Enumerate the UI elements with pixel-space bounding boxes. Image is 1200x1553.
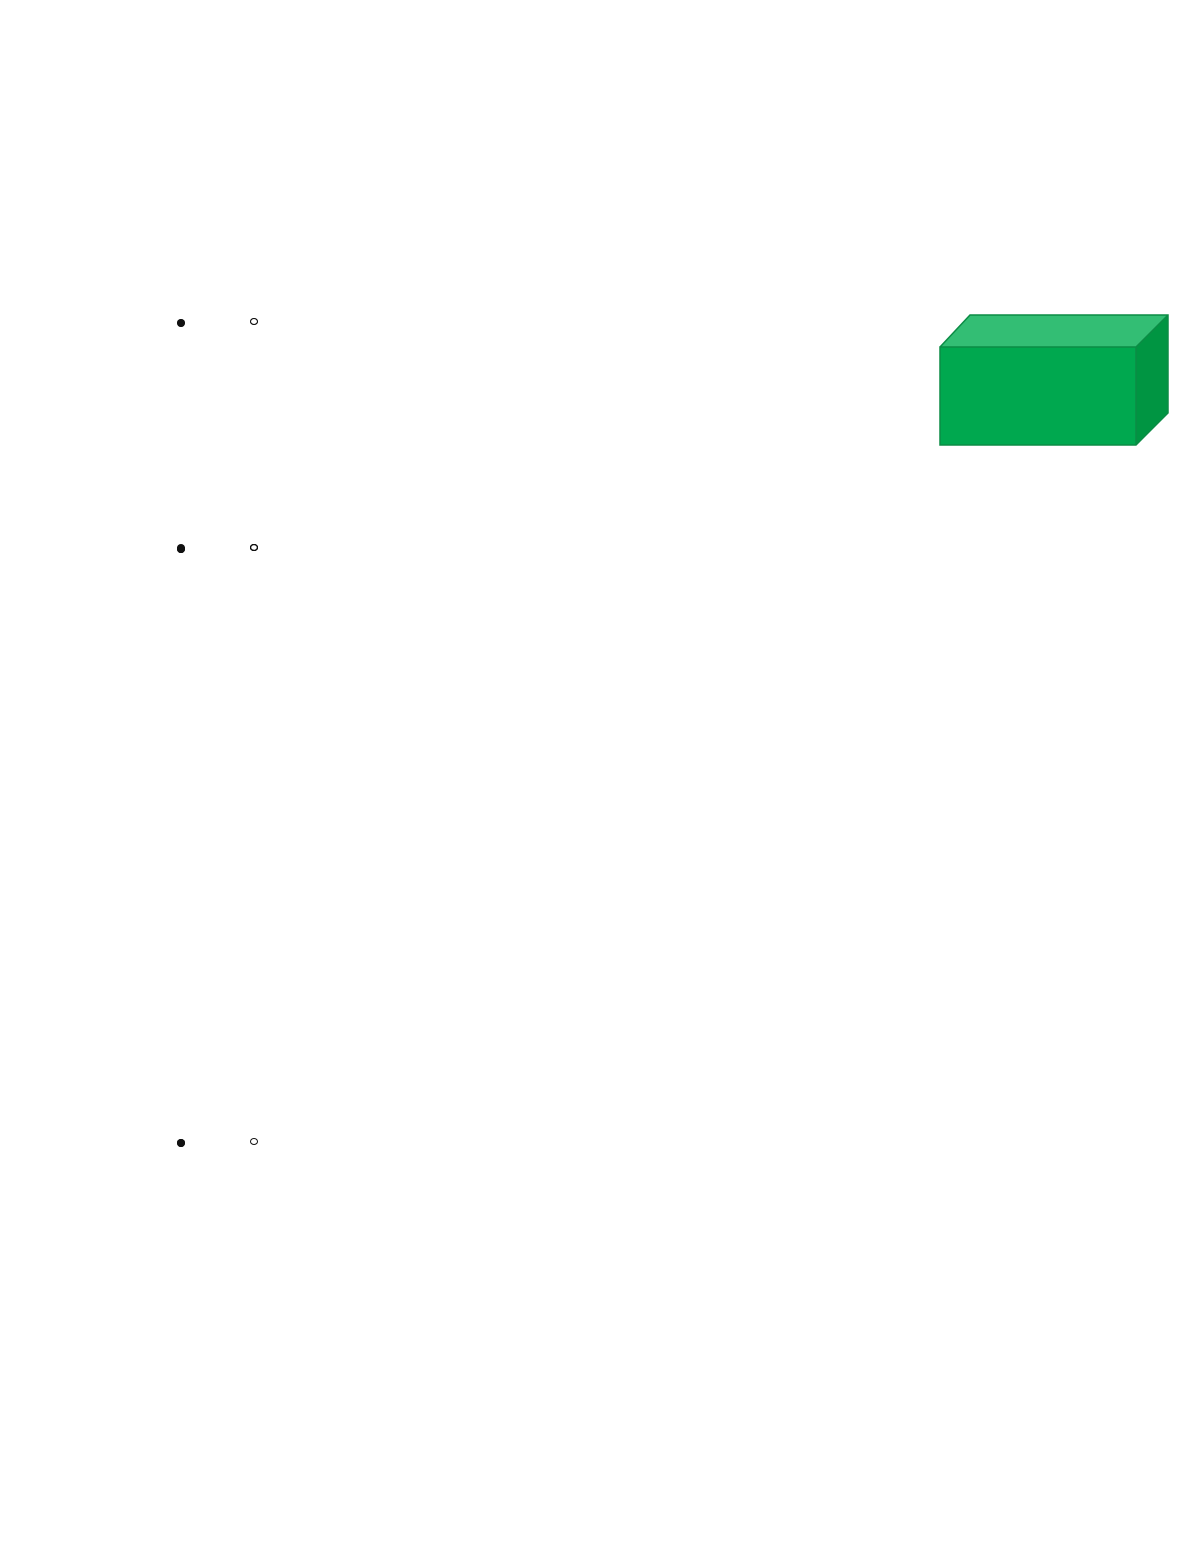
variable-box-illustration: [935, 310, 1175, 452]
box-front-face: [940, 347, 1136, 445]
hollow-bullet-icon: [250, 544, 258, 551]
bullet-icon: [177, 1139, 185, 1147]
bullet-icon: [177, 319, 185, 327]
hollow-bullet-icon: [250, 1138, 258, 1145]
hollow-bullet-icon: [250, 318, 258, 325]
rules-list: [0, 533, 1042, 534]
box-top-face: [940, 315, 1168, 347]
bullet-icon: [177, 545, 185, 553]
